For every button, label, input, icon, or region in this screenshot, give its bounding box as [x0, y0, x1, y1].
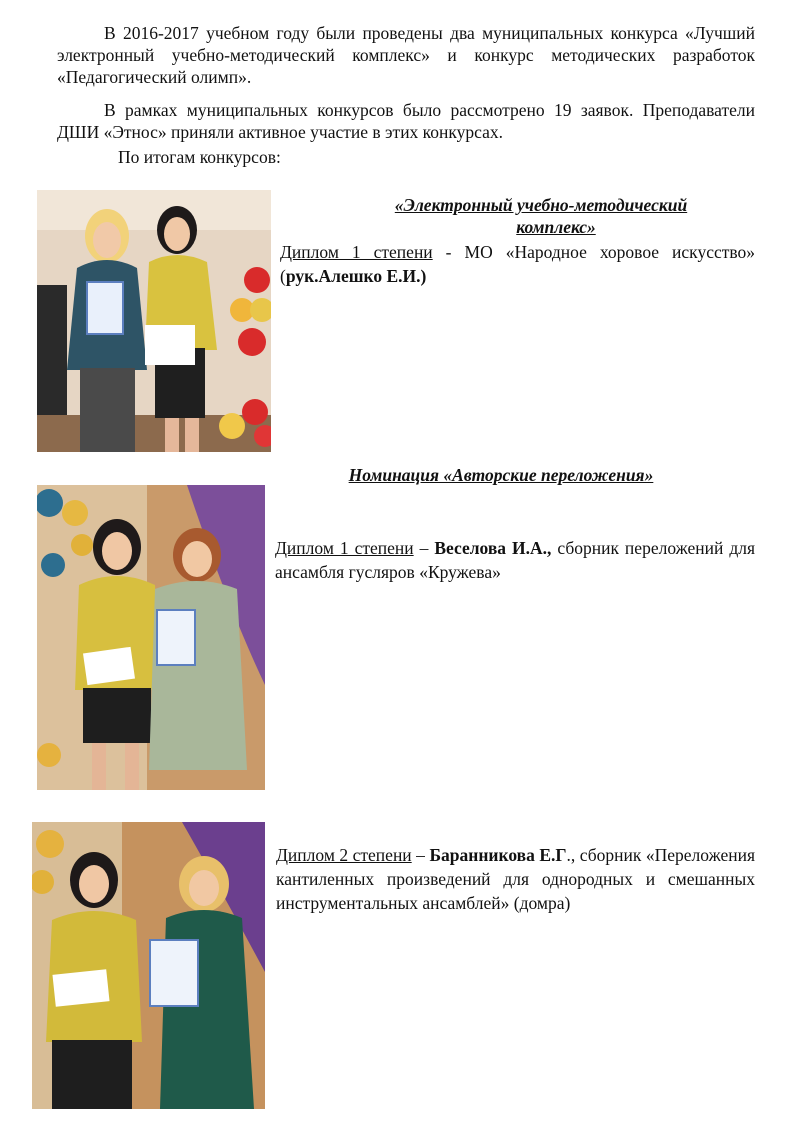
intro-paragraph-1: В 2016-2017 учебном году были проведены два муниципальных конкурса «Лучший электронный учебно-методический комплекс» и конкурс методических разработок «Педагогический олимп».: [57, 23, 755, 87]
section-1-award-label: Диплом 1 степени: [280, 242, 433, 262]
section-1-heading-line2: комплекс»: [516, 217, 596, 237]
section-1-award-text: Диплом 1 степени - МО «Народное хоровое искусство» (рук.Алешко Е.И.): [280, 242, 756, 286]
section-3-description: ., сборник «Переложения кантиленных произведений для однородных и смешанных инструментальных ансамблей» (домра): [276, 845, 756, 913]
section-2-award-text: Диплом 1 степени – Веселова И.А., сборник переложений для ансамбля гусляров «Кружева»: [275, 538, 756, 582]
section-3-award-text: Диплом 2 степени – Баранникова Е.Г., сборник «Переложения кантиленных произведений для однородных и смешанных инструментальных ансамблей» (домра): [276, 845, 756, 913]
section-1-heading-line1: «Электронный учебно-методический: [394, 195, 688, 215]
section-2-heading: Номинация «Авторские переложения»: [348, 465, 654, 485]
section-2-description: сборник переложений для ансамбля гусляров «Кружева»: [275, 538, 756, 582]
section-1-description: МО «Народное хоровое искусство» (: [280, 242, 756, 286]
section-1-heading: [300, 194, 782, 238]
award-photo-3: [32, 822, 265, 1109]
section-2-author: Веселова И.А.,: [434, 538, 552, 558]
section-2-award-label: Диплом 1 степени: [275, 538, 414, 558]
award-photo-2: [37, 485, 265, 790]
intro-paragraph-3: По итогам конкурсов:: [118, 147, 281, 167]
section-1-author: рук.Алешко Е.И.): [285, 266, 427, 286]
intro-paragraph-2: В рамках муниципальных конкурсов было рассмотрено 19 заявок. Преподаватели ДШИ «Этнос» приняли активное участие в этих конкурсах.: [57, 100, 755, 142]
section-3-author: Баранникова Е.Г: [429, 845, 567, 865]
award-photo-1: [37, 190, 271, 452]
section-3-award-label: Диплом 2 степени: [276, 845, 412, 865]
